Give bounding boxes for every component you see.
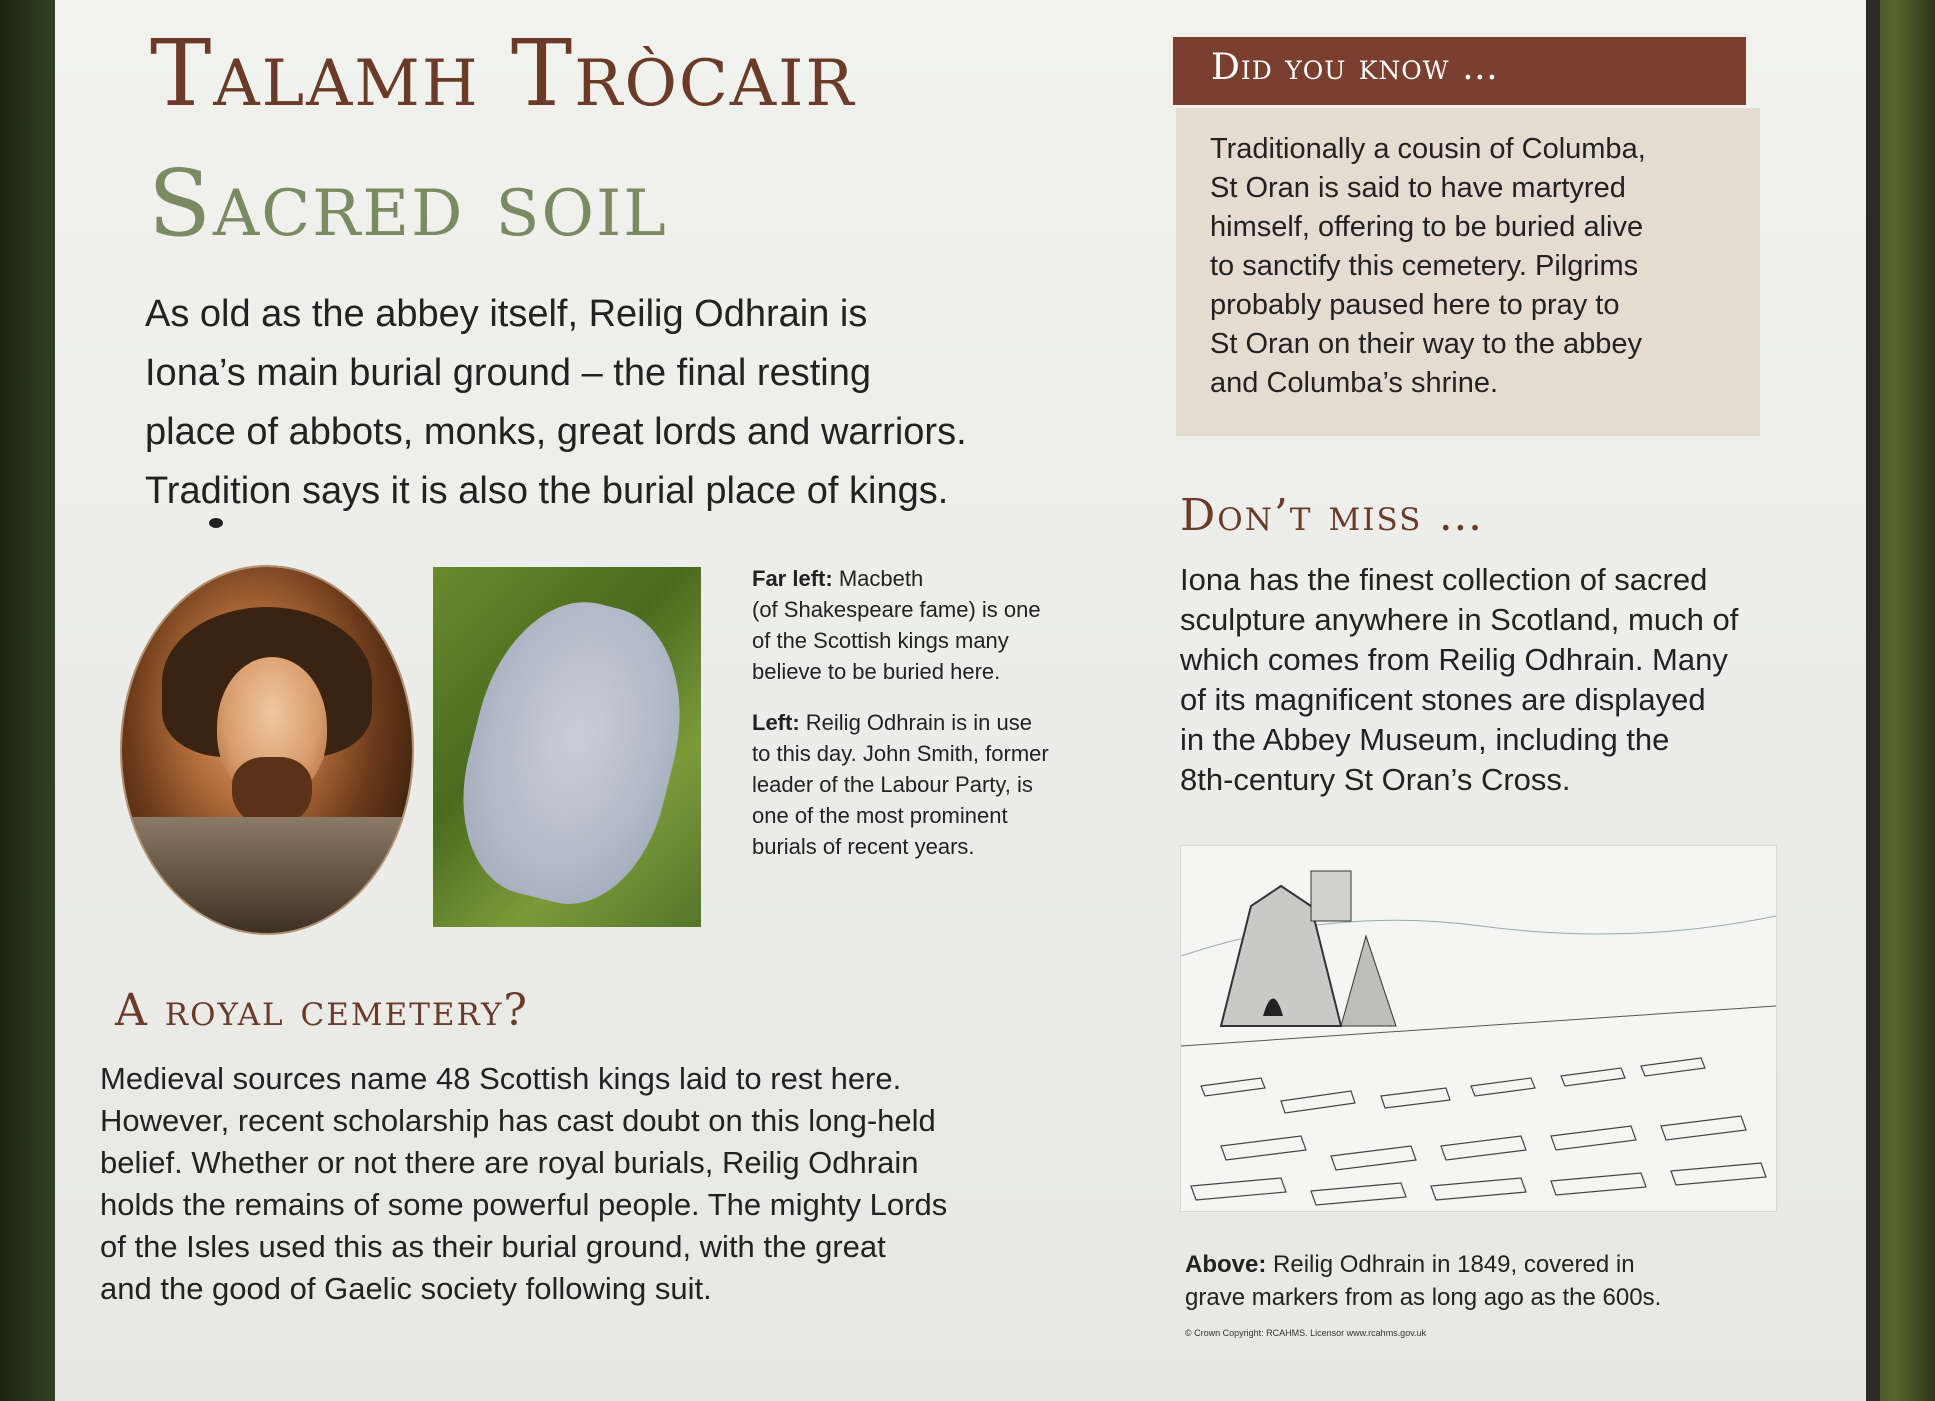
dont-miss-line: sculpture anywhere in Scotland, much of [1180, 602, 1739, 637]
intro-line: place of abbots, monks, great lords and warriors. [145, 411, 967, 453]
intro-paragraph [145, 285, 1085, 521]
did-you-know-line: and Columba’s shrine. [1210, 367, 1499, 399]
royal-cemetery-line: and the good of Gaelic society following suit. [100, 1271, 712, 1306]
caption-line: burials of recent years. [752, 834, 975, 859]
sketch-tower [1311, 871, 1351, 921]
intro-line: Tradition says it is also the burial place of kings. [145, 470, 949, 512]
intro-line: Iona’s main burial ground – the final resting [145, 352, 871, 394]
sketch-drawing [1181, 846, 1776, 1211]
caption-far-left [752, 563, 1112, 687]
royal-cemetery-line: belief. Whether or not there are royal burials, Reilig Odhrain [100, 1145, 919, 1180]
title-gaelic: Talamh Tròcair [150, 20, 856, 127]
did-you-know-line: to sanctify this cemetery. Pilgrims [1210, 250, 1639, 282]
sketch-ruin-gable [1341, 936, 1396, 1026]
caption-line: Reilig Odhrain is in use [805, 710, 1033, 735]
fly-speck [209, 518, 223, 528]
gravestone-photo-image [433, 567, 701, 927]
dont-miss-line: in the Abbey Museum, including the [1180, 722, 1670, 757]
macbeth-portrait-image [122, 567, 412, 933]
did-you-know-line: St Oran on their way to the abbey [1210, 328, 1643, 360]
did-you-know-line: probably paused here to pray to [1210, 289, 1620, 321]
gravestone [440, 582, 707, 921]
royal-cemetery-line: holds the remains of some powerful people. The mighty Lords [100, 1187, 948, 1222]
dont-miss-line: which comes from Reilig Odhrain. Many [1180, 642, 1728, 677]
caption-line: grave markers from as long ago as the 600s. [1185, 1284, 1662, 1311]
dont-miss-line: 8th-century St Oran’s Cross. [1180, 762, 1571, 797]
caption-label: Above: [1185, 1251, 1267, 1278]
caption-label: Far left: [752, 566, 833, 591]
reilig-odhrain-1849-sketch [1180, 845, 1777, 1212]
did-you-know-line: Traditionally a cousin of Columba, [1210, 133, 1646, 165]
royal-cemetery-heading: A royal cemetery? [115, 985, 530, 1036]
royal-cemetery-line: Medieval sources name 48 Scottish kings laid to rest here. [100, 1061, 902, 1096]
sketch-grave-markers [1191, 1058, 1766, 1205]
intro-line: As old as the abbey itself, Reilig Odhrain is [145, 293, 868, 335]
caption-above [1185, 1248, 1745, 1314]
caption-line: to this day. John Smith, former [752, 741, 1049, 766]
did-you-know-heading: Did you know … [1173, 37, 1746, 105]
caption-line: believe to be buried here. [752, 659, 1001, 684]
copyright-notice: © Crown Copyright: RCAHMS. Licensor www.rcahms.gov.uk [1185, 1328, 1427, 1338]
royal-cemetery-line: However, recent scholarship has cast doubt on this long-held [100, 1103, 936, 1138]
royal-cemetery-line: of the Isles used this as their burial ground, with the great [100, 1229, 886, 1264]
caption-line: one of the most prominent [752, 803, 1008, 828]
caption-left [752, 707, 1112, 862]
title-english: Sacred soil [148, 150, 668, 257]
caption-line: (of Shakespeare fame) is one [752, 597, 1041, 622]
dont-miss-line: Iona has the finest collection of sacred [1180, 562, 1708, 597]
did-you-know-line: himself, offering to be buried alive [1210, 211, 1644, 243]
royal-cemetery-body [100, 1058, 1080, 1310]
caption-line: leader of the Labour Party, is [752, 772, 1033, 797]
dont-miss-body [1180, 560, 1800, 800]
caption-label: Left: [752, 710, 800, 735]
did-you-know-line: St Oran is said to have martyred [1210, 172, 1626, 204]
dont-miss-heading: Don’t miss … [1180, 490, 1485, 541]
caption-line: Macbeth [838, 566, 924, 591]
caption-line: of the Scottish kings many [752, 628, 1009, 653]
dont-miss-line: of its magnificent stones are displayed [1180, 682, 1706, 717]
did-you-know-box [1176, 108, 1760, 436]
caption-line: Reilig Odhrain in 1849, covered in [1273, 1251, 1635, 1278]
portrait-armor [122, 817, 412, 933]
